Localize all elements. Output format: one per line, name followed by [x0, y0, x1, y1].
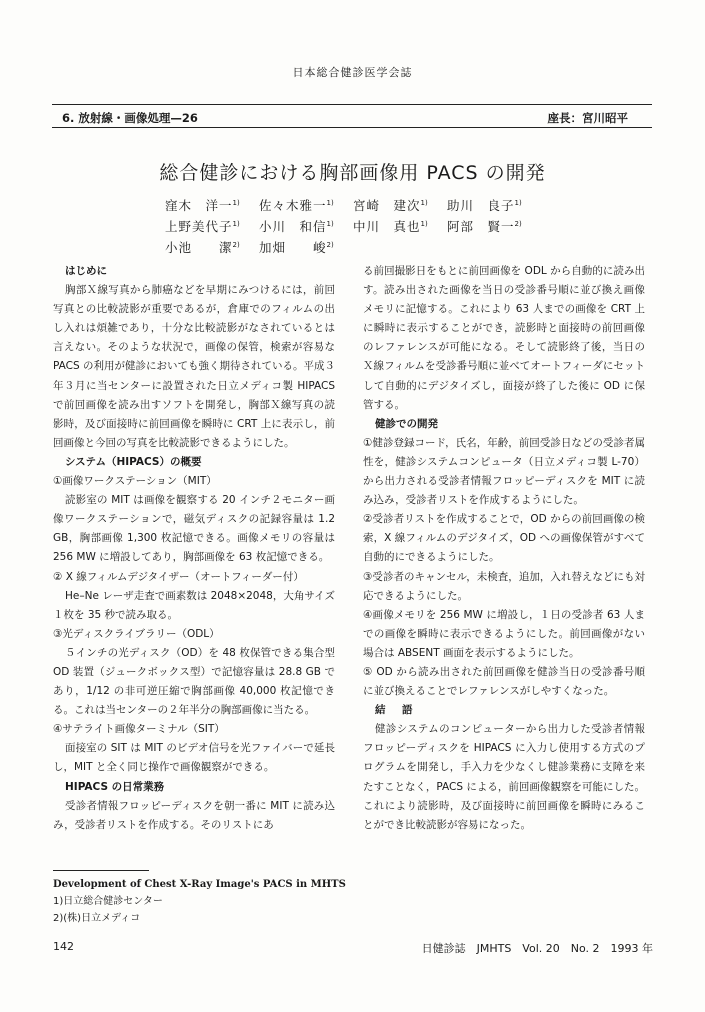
affiliation-2: 2)(株)日立メディコ: [53, 913, 141, 924]
paper-title: 総合健診における胸部画像用 PACS の開発: [159, 162, 546, 184]
author: [259, 217, 353, 235]
author-row: [165, 196, 625, 217]
journal-reference: 日健診誌 JMHTS Vol. 20 No. 2 1993 年: [421, 942, 653, 955]
author: [447, 217, 541, 235]
affiliation-marker: 1): [232, 219, 240, 228]
footnotes: [53, 876, 346, 927]
affiliation-marker: 1): [326, 198, 334, 207]
body-paragraph: る前回撮影日をもとに前回画像を ODL から自動的に読み出す。読み出された画像を当日の受診番号順に並び換え画像メモリに記憶する。これにより 63 人までの画像を CRT 上に瞬時に表示することができ，読影時と面接時の前回画像のレファレンスが可能になる。そして読影終了後，当日のＸ線フィルムを受診番号順に並べてオートフィーダにセットして自動的にデジタイズし，面接が終了した後に OD に保管する。: [363, 265, 645, 411]
body-paragraph: 健診システムのコンピューターから出力した受診者情報フロッピーディスクを HIPACS に入力し使用する方式のプログラムを開発し，手入力を少なくし健診業務に支障を来たすことなく，PACS による，前回画像観察を可能にした。これにより読影時，及び面接時に前回画像を瞬時にみることができ比較読影が容易になった。: [363, 723, 645, 831]
journal-header: 日本総合健診医学会誌: [292, 66, 413, 79]
author-name: 小池 潔: [165, 240, 233, 255]
body-paragraph: 面接室の SIT は MIT のビデオ信号を光ファイバーで延長し，MIT と全く同じ操作で画像観察ができる。: [53, 742, 335, 774]
author-name: 宮崎 建次: [353, 198, 421, 213]
affiliation-marker: 2): [514, 219, 522, 228]
section-heading: 健診での開発: [375, 417, 438, 430]
author: [165, 217, 259, 235]
author: [259, 238, 353, 256]
author: [353, 217, 447, 235]
body-column-left: [53, 262, 335, 835]
numbered-paragraph: ①画像ワークステーション（MIT）: [53, 475, 217, 488]
body-paragraph: He–Ne レーザ走査で画素数は 2048×2048，大角サイズ１枚を 35 秒で読み取る。: [53, 589, 335, 621]
session-chair: 座長：宮川昭平: [547, 111, 628, 125]
author-row: [165, 238, 625, 259]
author-name: 窪木 洋一: [165, 198, 233, 213]
author-name: 上野美代子: [165, 219, 233, 234]
section-heading: はじめに: [65, 265, 107, 277]
body-paragraph: 読影室の MIT は画像を観察する 20 インチ２モニター画像ワークステーションで，磁気ディスクの記録容量は 1.2 GB，胸部画像 1,300 枚記憶できる。画像メモリの容量は 256 MW に増設してあり，胸部画像を 63 枚記憶できる。: [53, 494, 335, 564]
affiliation-marker: 2): [232, 240, 240, 249]
author-name: 小川 和信: [259, 219, 327, 234]
english-title: Development of Chest X-Ray Image's PACS in MHTS: [53, 879, 346, 890]
author-list: [165, 196, 625, 259]
section-heading: HIPACS の日常業務: [65, 780, 165, 793]
author: [259, 196, 353, 214]
author: [353, 196, 447, 214]
page-number: 142: [53, 940, 74, 953]
author-row: [165, 217, 625, 238]
affiliation-1: 1)日立総合健診センター: [53, 896, 163, 907]
section-heading: システム（HIPACS）の概要: [65, 455, 202, 468]
session-bar: [52, 104, 652, 128]
affiliation-marker: 2): [326, 240, 334, 249]
body-paragraph: 受診者情報フロッピーディスクを朝一番に MIT に読み込み，受診者リストを作成する。そのリストにあ: [53, 799, 335, 831]
affiliation-marker: 1): [420, 198, 428, 207]
numbered-paragraph: ② X 線フィルムデジタイザー（オートフィーダー付）: [53, 570, 304, 583]
author-name: 加畑 峻: [259, 240, 327, 255]
numbered-paragraph: ③受診者のキャンセル，未検査，追加，入れ替えなどにも対応できるようにした。: [363, 570, 645, 602]
session-label: 6. 放射線・画像処理—26: [62, 111, 198, 125]
footnote-divider: [53, 870, 149, 871]
author: [165, 238, 259, 256]
numbered-paragraph: ②受診者リストを作成することで，OD からの前回画像の検索，X 線フィルムのデジタイズ，OD への画像保管がすべて自動的にできるようにした。: [363, 513, 645, 564]
body-paragraph: ５インチの光ディスク（OD）を 48 枚保管できる集合型 OD 装置（ジュークボックス型）で記憶容量は 28.8 GB であり，1/12 の非可逆圧縮で胸部画像 40,000 枚記憶できる。これは当センターの２年半分の胸部画像に当たる。: [53, 646, 335, 717]
numbered-paragraph: ④画像メモリを 256 MW に増設し，１日の受診者 63 人までの画像を瞬時に表示できるようにした。前回画像がない場合は ABSENT 画面を表示するようにした。: [363, 608, 645, 659]
numbered-paragraph: ④サテライト画像ターミナル（SIT）: [53, 723, 225, 736]
author-name: 阿部 賢一: [447, 219, 515, 234]
author: [165, 196, 259, 214]
affiliation-marker: 1): [232, 198, 240, 207]
affiliation-marker: 1): [514, 198, 522, 207]
body-paragraph: 胸部Ｘ線写真から肺癌などを早期にみつけるには，前回写真との比較読影が重要であるが，倉庫でのフィルムの出し入れは煩雑であり，十分な比較読影がなされているとは言えない。そのような状況で，画像の保管，検索が容易な PACS の利用が健診においても強く期待されている。平成３年３月に当センターに設置された日立メディコ製 HIPACS で前回画像を読み出すソフトを開発し，胸部Ｘ線写真の読影時，及び面接時に前回画像を瞬時に CRT 上に表示し，前回画像と今回の写真を比較読影できるようにした。: [53, 284, 335, 449]
author-name: 中川 真也: [353, 219, 421, 234]
affiliation-marker: 1): [326, 219, 334, 228]
body-column-right: [363, 262, 645, 835]
numbered-paragraph: ③光ディスクライブラリー（ODL）: [53, 627, 220, 640]
author-name: 助川 良子: [447, 198, 515, 213]
section-heading: 結 語: [375, 704, 416, 717]
numbered-paragraph: ①健診登録コード，氏名，年齢，前回受診日などの受診者属性を，健診システムコンピュータ（日立メディコ製 L-70）から出力される受診者情報フロッピーディスクを MIT に読み込み，受診者リストを作成するようにした。: [363, 436, 645, 507]
numbered-paragraph: ⑤ OD から読み出された前回画像を健診当日の受診番号順に並び換えることでレファレンスがしやすくなった。: [363, 665, 645, 698]
affiliation-marker: 1): [420, 219, 428, 228]
author: [447, 196, 541, 214]
author-name: 佐々木雅一: [259, 198, 327, 213]
